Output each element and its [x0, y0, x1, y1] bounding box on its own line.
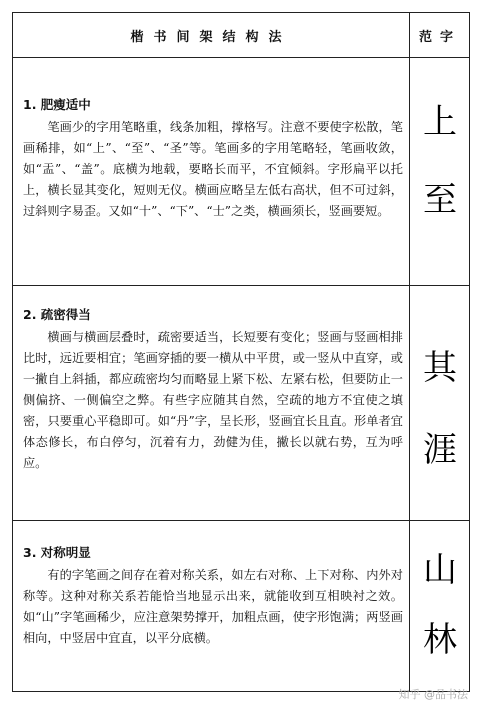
watermark-text: 知乎 @品书法: [398, 688, 468, 701]
example-char-5: 山: [423, 550, 457, 590]
example-char-1: 上: [423, 102, 457, 142]
section-3-body: 有的字笔画之间存在着对称关系，如左右对称、上下对称、内外对称等。这种对称关系若能恰当地显示出来，就能收到互相映衬之效。如“山”字笔画稀少，应注意架势撑开，加粗点画，使字形饱满；两竖画相向，中竖居中宜直，以平分底横。: [23, 568, 403, 645]
section-2-body: 横画与横画层叠时，疏密要适当，长短要有变化；竖画与竖画相排比时，远近要相宜；笔画穿插的要一横从中平贯，或一竖从中直穿，或一撇自上斜插，都应疏密均匀而略显上紧下松、左紧右松，但要防止一侧偏挤、一侧偏空之弊。有些字应随其自然，空疏的地方不宜使之填密，只要重心平稳即可。如“丹”字，呈长形，竖画宜长且直。形单者宜体态修长，布白停匀，沉着有力，劲健为佳，撇长以就右势，互为呼应。: [23, 330, 403, 470]
section-1-title: 1. 肥瘦适中: [23, 97, 91, 112]
example-char-4: 涯: [423, 430, 457, 470]
section-3-title: 3. 对称明显: [23, 545, 91, 560]
section-1: [23, 95, 403, 222]
table-header-examples: 范字: [418, 29, 461, 45]
section-1-body: 笔画少的字用笔略重，线条加粗，撑格写。注意不要使字松散，笔画稀排，如“上”、“至”、“圣”等。笔画多的字用笔略轻，笔画收敛，如“盂”、“盖”。底横为地载，要略长而平，不宜倾斜。字形扁平以托上，横长显其变化，短则无仪。横画应略呈左低右高状，但不可过斜，过斜则字易歪。又如“十”、“下”、“士”之类，横画须长，竖画要短。: [23, 120, 403, 218]
table-header-title: 楷书间架结构法: [130, 29, 292, 45]
section-3: [23, 543, 403, 649]
section-2: [23, 305, 403, 474]
calligraphy-table: [12, 12, 470, 692]
example-char-3: 其: [423, 348, 457, 388]
header-divider: [13, 57, 469, 58]
example-char-2: 至: [423, 180, 457, 220]
section-divider-2: [13, 520, 469, 521]
example-char-6: 林: [423, 620, 457, 660]
section-divider-1: [13, 285, 469, 286]
section-2-title: 2. 疏密得当: [23, 307, 91, 322]
